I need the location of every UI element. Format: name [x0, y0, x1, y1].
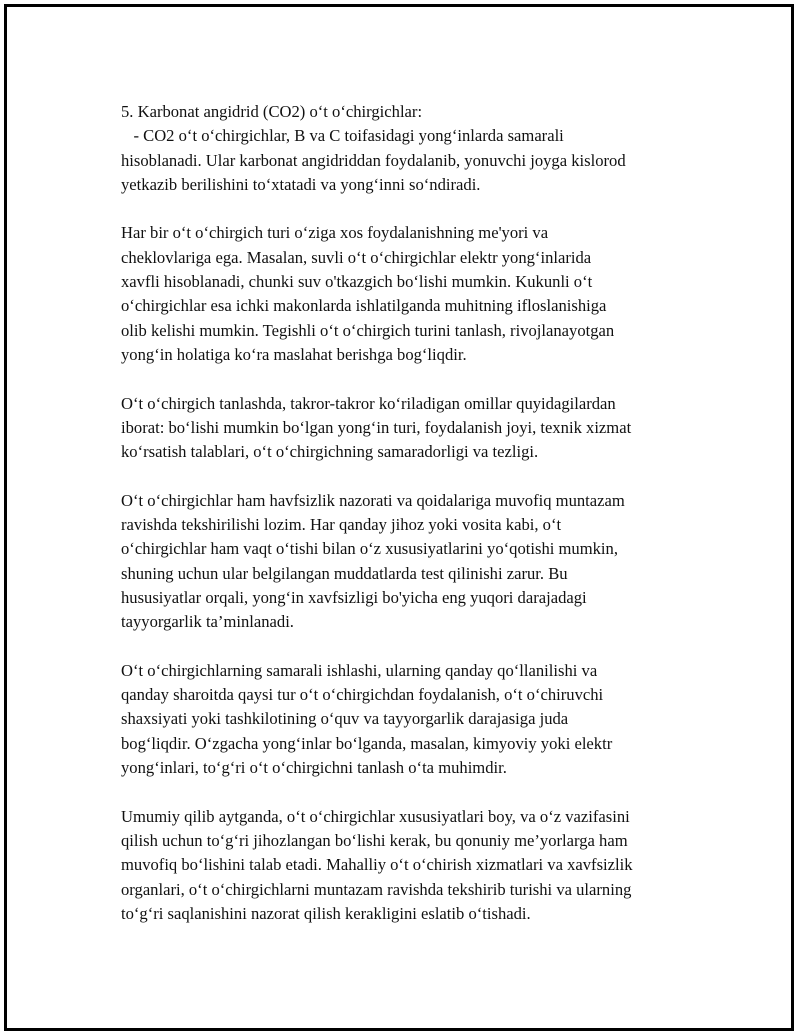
text-line: O‘t o‘chirgichlarning samarali ishlashi, ularning qanday qo‘llanilishi va	[121, 660, 598, 680]
text-line: cheklovlariga ega. Masalan, suvli o‘t o‘chirgichlar elektr yong‘inlarida	[121, 247, 592, 267]
text-line: xavfli hisoblanadi, chunki suv o'tkazgich bo‘lishi mumkin. Kukunli o‘t	[121, 272, 593, 292]
text-line: 5. Karbonat angidrid (CO2) o‘t o‘chirgichlar:	[121, 102, 423, 121]
text-line: bog‘liqdir. O‘zgacha yong‘inlar bo‘lganda, masalan, kimyoviy yoki elektr	[121, 733, 613, 753]
text-line: O‘t o‘chirgich tanlashda, takror-takror ko‘riladigan omillar quyidagilardan	[121, 393, 616, 413]
text-line: qilish uchun to‘g‘ri jihozlangan bo‘lishi kerak, bu qonuniy me’yorlarga ham	[121, 830, 628, 850]
text-line: Har bir o‘t o‘chirgich turi o‘ziga xos foydalanishning me'yori va	[121, 223, 549, 243]
paragraph-effectiveness	[121, 659, 701, 780]
paragraph-inspection	[121, 489, 701, 635]
paragraph-co2-extinguishers	[121, 100, 701, 197]
text-line: o‘chirgichlar esa ichki makonlarda ishlatilganda muhitning ifloslanishiga	[121, 296, 607, 316]
paragraph-conclusion	[121, 805, 701, 926]
text-line: muvofiq bo‘lishini talab etadi. Mahalliy o‘t o‘chirish xizmatlari va xavfsizlik	[121, 855, 633, 875]
text-line: ravishda tekshirilishi lozim. Har qanday jihoz yoki vosita kabi, o‘t	[121, 515, 562, 535]
text-line: Umumiy qilib aytganda, o‘t o‘chirgichlar xususiyatlari boy, va o‘z vazifasini	[121, 806, 630, 826]
text-line: organlari, o‘t o‘chirgichlarni muntazam ravishda tekshirib turishi va ularning	[121, 879, 632, 899]
text-line: ko‘rsatish talablari, o‘t o‘chirgichning samaradorligi va tezligi.	[121, 442, 539, 462]
document-body	[121, 100, 701, 950]
text-line: o‘chirgichlar ham vaqt o‘tishi bilan o‘z xususiyatlarini yo‘qotishi mumkin,	[121, 539, 618, 559]
text-line: yetkazib berilishini to‘xtatadi va yong‘inni so‘ndiradi.	[121, 174, 481, 194]
paragraph-selection-factors	[121, 392, 701, 465]
text-line: olib kelishi mumkin. Tegishli o‘t o‘chirgich turini tanlash, rivojlanayotgan	[121, 320, 615, 340]
text-line: iborat: bo‘lishi mumkin bo‘lgan yong‘in turi, foydalanish joyi, texnik xizmat	[121, 417, 632, 437]
document-page	[4, 4, 794, 1031]
text-line: hususiyatlar orqali, yong‘in xavfsizligi bo'yicha eng yuqori darajadagi	[121, 587, 587, 607]
text-line: yong‘inlari, to‘g‘ri o‘t o‘chirgichni tanlash o‘ta muhimdir.	[121, 758, 507, 778]
paragraph-usage-limits	[121, 221, 701, 367]
text-line: hisoblanadi. Ular karbonat angidriddan foydalanib, yonuvchi joyga kislorod	[121, 150, 626, 170]
text-line: yong‘in holatiga ko‘ra maslahat berishga bog‘liqdir.	[121, 344, 467, 364]
text-line: tayyorgarlik ta’minlanadi.	[121, 612, 294, 632]
text-line: shaxsiyati yoki tashkilotining o‘quv va tayyorgarlik darajasiga juda	[121, 709, 569, 729]
text-line: - CO2 o‘t o‘chirgichlar, B va C toifasidagi yong‘inlarda samarali	[121, 126, 564, 146]
text-line: shuning uchun ular belgilangan muddatlarda test qilinishi zarur. Bu	[121, 563, 568, 583]
text-line: O‘t o‘chirgichlar ham havfsizlik nazorati va qoidalariga muvofiq muntazam	[121, 490, 625, 510]
text-line: qanday sharoitda qaysi tur o‘t o‘chirgichdan foydalanish, o‘t o‘chiruvchi	[121, 685, 604, 705]
text-line: to‘g‘ri saqlanishini nazorat qilish kerakligini eslatib o‘tishadi.	[121, 903, 531, 923]
